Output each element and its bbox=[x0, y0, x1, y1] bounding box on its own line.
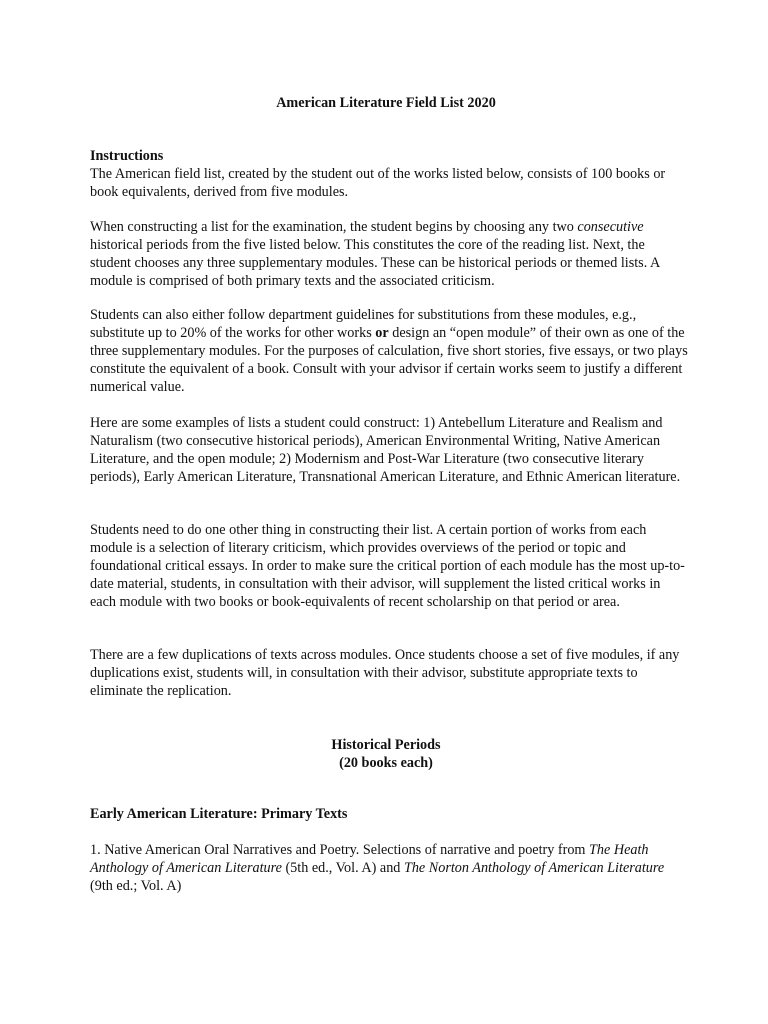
paragraph-2: When constructing a list for the examination, the student begins by choosing any two consecutive historical periods from the five listed below. This constitutes the core of the reading list. Next, the student chooses any three supplementary modules. These can be historical periods or themed lists. A module is comprised of both primary texts and the associated criticism. bbox=[90, 219, 660, 289]
paragraph-4: Here are some examples of lists a student could construct: 1) Antebellum Literature and Realism and Naturalism (two consecutive historical periods), American Environmental Writing, Native American Literature, and the open module; 2) Modernism and Post-War Literature (two consecutive literary periods), Early American Literature, Transnational American Literature, and Ethnic American literature. bbox=[90, 415, 681, 485]
instructions-heading: Instructions bbox=[90, 148, 164, 164]
emphasis-consecutive: consecutive bbox=[577, 219, 644, 235]
document-title: American Literature Field List 2020 bbox=[276, 95, 496, 111]
paragraph-6: There are a few duplications of texts across modules. Once students choose a set of five modules, if any duplications exist, students will, in consultation with their advisor, substitute appropriate texts to eliminate the replication. bbox=[90, 647, 680, 699]
early-american-heading: Early American Literature: Primary Texts bbox=[90, 806, 348, 822]
title-norton-anthology: The Norton Anthology of American Literature bbox=[403, 860, 665, 876]
historical-periods-subheading: (20 books each) bbox=[339, 755, 433, 771]
emphasis-or: or bbox=[375, 325, 389, 341]
paragraph-3: Students can also either follow department guidelines for substitutions from these modules, e.g., substitute up to 20% of the works for other works or design an “open module” of their own as one of the three supplementary modules. For the purposes of calculation, five short stories, five essays, or two plays constitute the equivalent of a book. Consult with your advisor if certain works seem to justify a different numerical value. bbox=[90, 307, 688, 395]
paragraph-1: The American field list, created by the student out of the works listed below, consists of 100 books or book equivalents, derived from five modules. bbox=[90, 166, 666, 200]
historical-periods-heading: Historical Periods bbox=[331, 737, 441, 753]
paragraph-5: Students need to do one other thing in constructing their list. A certain portion of works from each module is a selection of literary criticism, which provides overviews of the period or topic and foundational critical essays. In order to make sure the critical portion of each module has the most up-to-date material, students, in consultation with their advisor, will supplement the listed critical works in each module with two books or book-equivalents of recent scholarship on that period or area. bbox=[90, 522, 685, 610]
title-heath-anthology: The Heath Anthology of American Literature bbox=[90, 842, 649, 876]
document-page bbox=[90, 0, 688, 1024]
list-item-1: 1. Native American Oral Narratives and Poetry. Selections of narrative and poetry from The Heath Anthology of American Literature (5th ed., Vol. A) and The Norton Anthology of American Literature (9th ed.; Vol. A) bbox=[90, 842, 665, 894]
instructions-section bbox=[90, 147, 688, 201]
